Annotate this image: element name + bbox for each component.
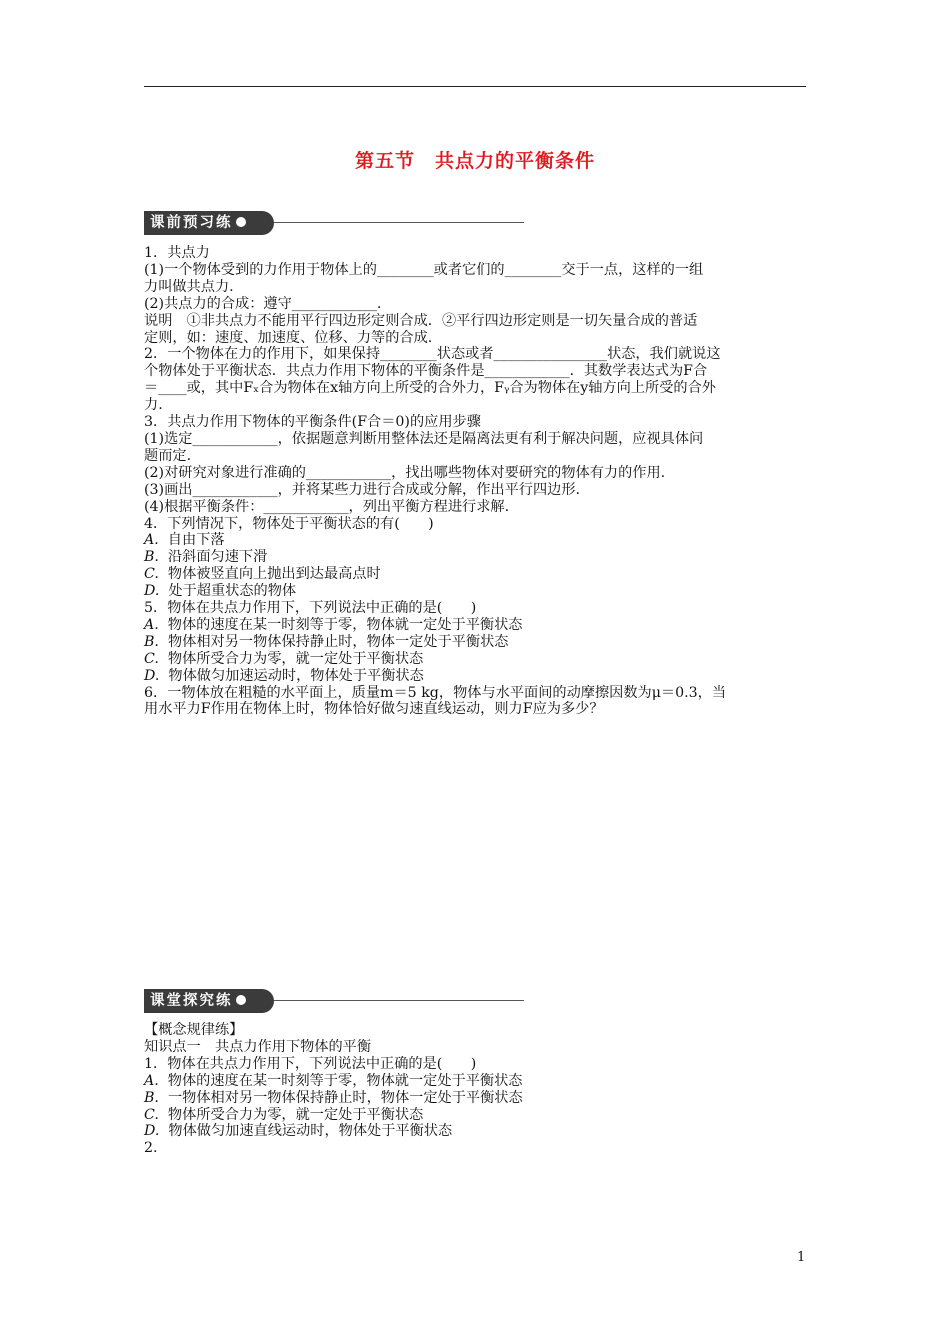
text-line: ＝____或，其中Fₓ合为物体在x轴方向上所受的合外力，Fᵧ合为物体在y轴方向上所受的合外 [144, 380, 716, 397]
option-d: D. 物体做匀加速运动时，物体处于平衡状态 [144, 667, 424, 684]
preview-exercises [144, 245, 808, 718]
text-line: 个物体处于平衡状态．共点力作用下物体的平衡条件是____________．其数学表达式为F合 [144, 363, 708, 380]
bullet-dot-icon [236, 217, 246, 227]
text-line: (1)选定____________，依据题意判断用整体法还是隔离法更有利于解决问题，应视具体问 [144, 430, 704, 447]
text-line: 题而定. [144, 447, 192, 464]
question-2-stem: 2. [144, 1140, 158, 1157]
bullet-dot-icon [236, 995, 246, 1005]
text-line: 定则，如：速度、加速度、位移、力等的合成. [144, 329, 433, 346]
text-line: (4)根据平衡条件：____________，列出平衡方程进行求解. [144, 498, 510, 515]
section-label-text: 课堂探究练 [150, 993, 233, 1009]
text-line: 1．共点力 [144, 245, 210, 261]
option-c: C. 物体所受合力为零，就一定处于平衡状态 [144, 650, 424, 667]
banner-rule [274, 222, 524, 223]
question-6-line: 用水平力F作用在物体上时，物体恰好做匀速直线运动，则力F应为多少？ [144, 701, 604, 718]
option-a: A. 物体的速度在某一时刻等于零，物体就一定处于平衡状态 [144, 616, 523, 633]
text-line: 力叫做共点力. [144, 278, 234, 295]
option-b: B. 物体相对另一物体保持静止时，物体一定处于平衡状态 [144, 633, 509, 650]
option-c: C. 物体被竖直向上抛出到达最高点时 [144, 566, 381, 583]
knowledge-point-heading: 知识点一 共点力作用下物体的平衡 [144, 1038, 372, 1055]
text-line: (3)画出____________，并将某些力进行合成或分解，作出平行四边形. [144, 481, 581, 498]
header-rule [144, 86, 806, 87]
section-label [144, 989, 274, 1013]
page-title: 第五节 共点力的平衡条件 [354, 150, 595, 172]
page-number: 1 [797, 1250, 806, 1265]
question-6-line: 6．一物体放在粗糙的水平面上，质量m＝5 kg，物体与水平面间的动摩擦因数为μ＝0.3，当 [144, 684, 727, 701]
text-line: (1)一个物体受到的力作用于物体上的________或者它们的________交于一点，这样的一组 [144, 261, 704, 278]
text-line: (2)对研究对象进行准确的____________，找出哪些物体对要研究的物体有力的作用. [144, 464, 666, 481]
text-line: (2)共点力的合成：遵守____________. [144, 295, 382, 312]
text-line: 3．共点力作用下物体的平衡条件(F合＝0)的应用步骤 [144, 414, 481, 431]
option-b: B. 一物体相对另一物体保持静止时，物体一定处于平衡状态 [144, 1089, 523, 1106]
option-d: D. 处于超重状态的物体 [144, 583, 297, 600]
classroom-exercises [144, 1022, 808, 1157]
text-line: 说明 ①非共点力不能用平行四边形定则合成．②平行四边形定则是一切矢量合成的普适 [144, 312, 698, 329]
banner-rule [274, 1000, 524, 1001]
option-a: A. 物体的速度在某一时刻等于零，物体就一定处于平衡状态 [144, 1072, 523, 1089]
question-1-stem: 1．物体在共点力作用下，下列说法中正确的是( ) [144, 1055, 477, 1072]
option-a: A. 自由下落 [144, 532, 225, 549]
option-b: B. 沿斜面匀速下滑 [144, 549, 268, 566]
option-d: D. 物体做匀加速直线运动时，物体处于平衡状态 [144, 1123, 453, 1140]
text-line: 力. [144, 397, 163, 414]
section-label-text: 课前预习练 [150, 215, 233, 231]
question-4-stem: 4．下列情况下，物体处于平衡状态的有( ) [144, 515, 434, 532]
option-c: C. 物体所受合力为零，就一定处于平衡状态 [144, 1106, 424, 1123]
concept-heading: 【概念规律练】 [144, 1022, 244, 1038]
section-label [144, 211, 274, 235]
question-5-stem: 5．物体在共点力作用下，下列说法中正确的是( ) [144, 600, 477, 617]
text-line: 2．一个物体在力的作用下，如果保持________状态或者________________状态，我们就说这 [144, 346, 721, 363]
